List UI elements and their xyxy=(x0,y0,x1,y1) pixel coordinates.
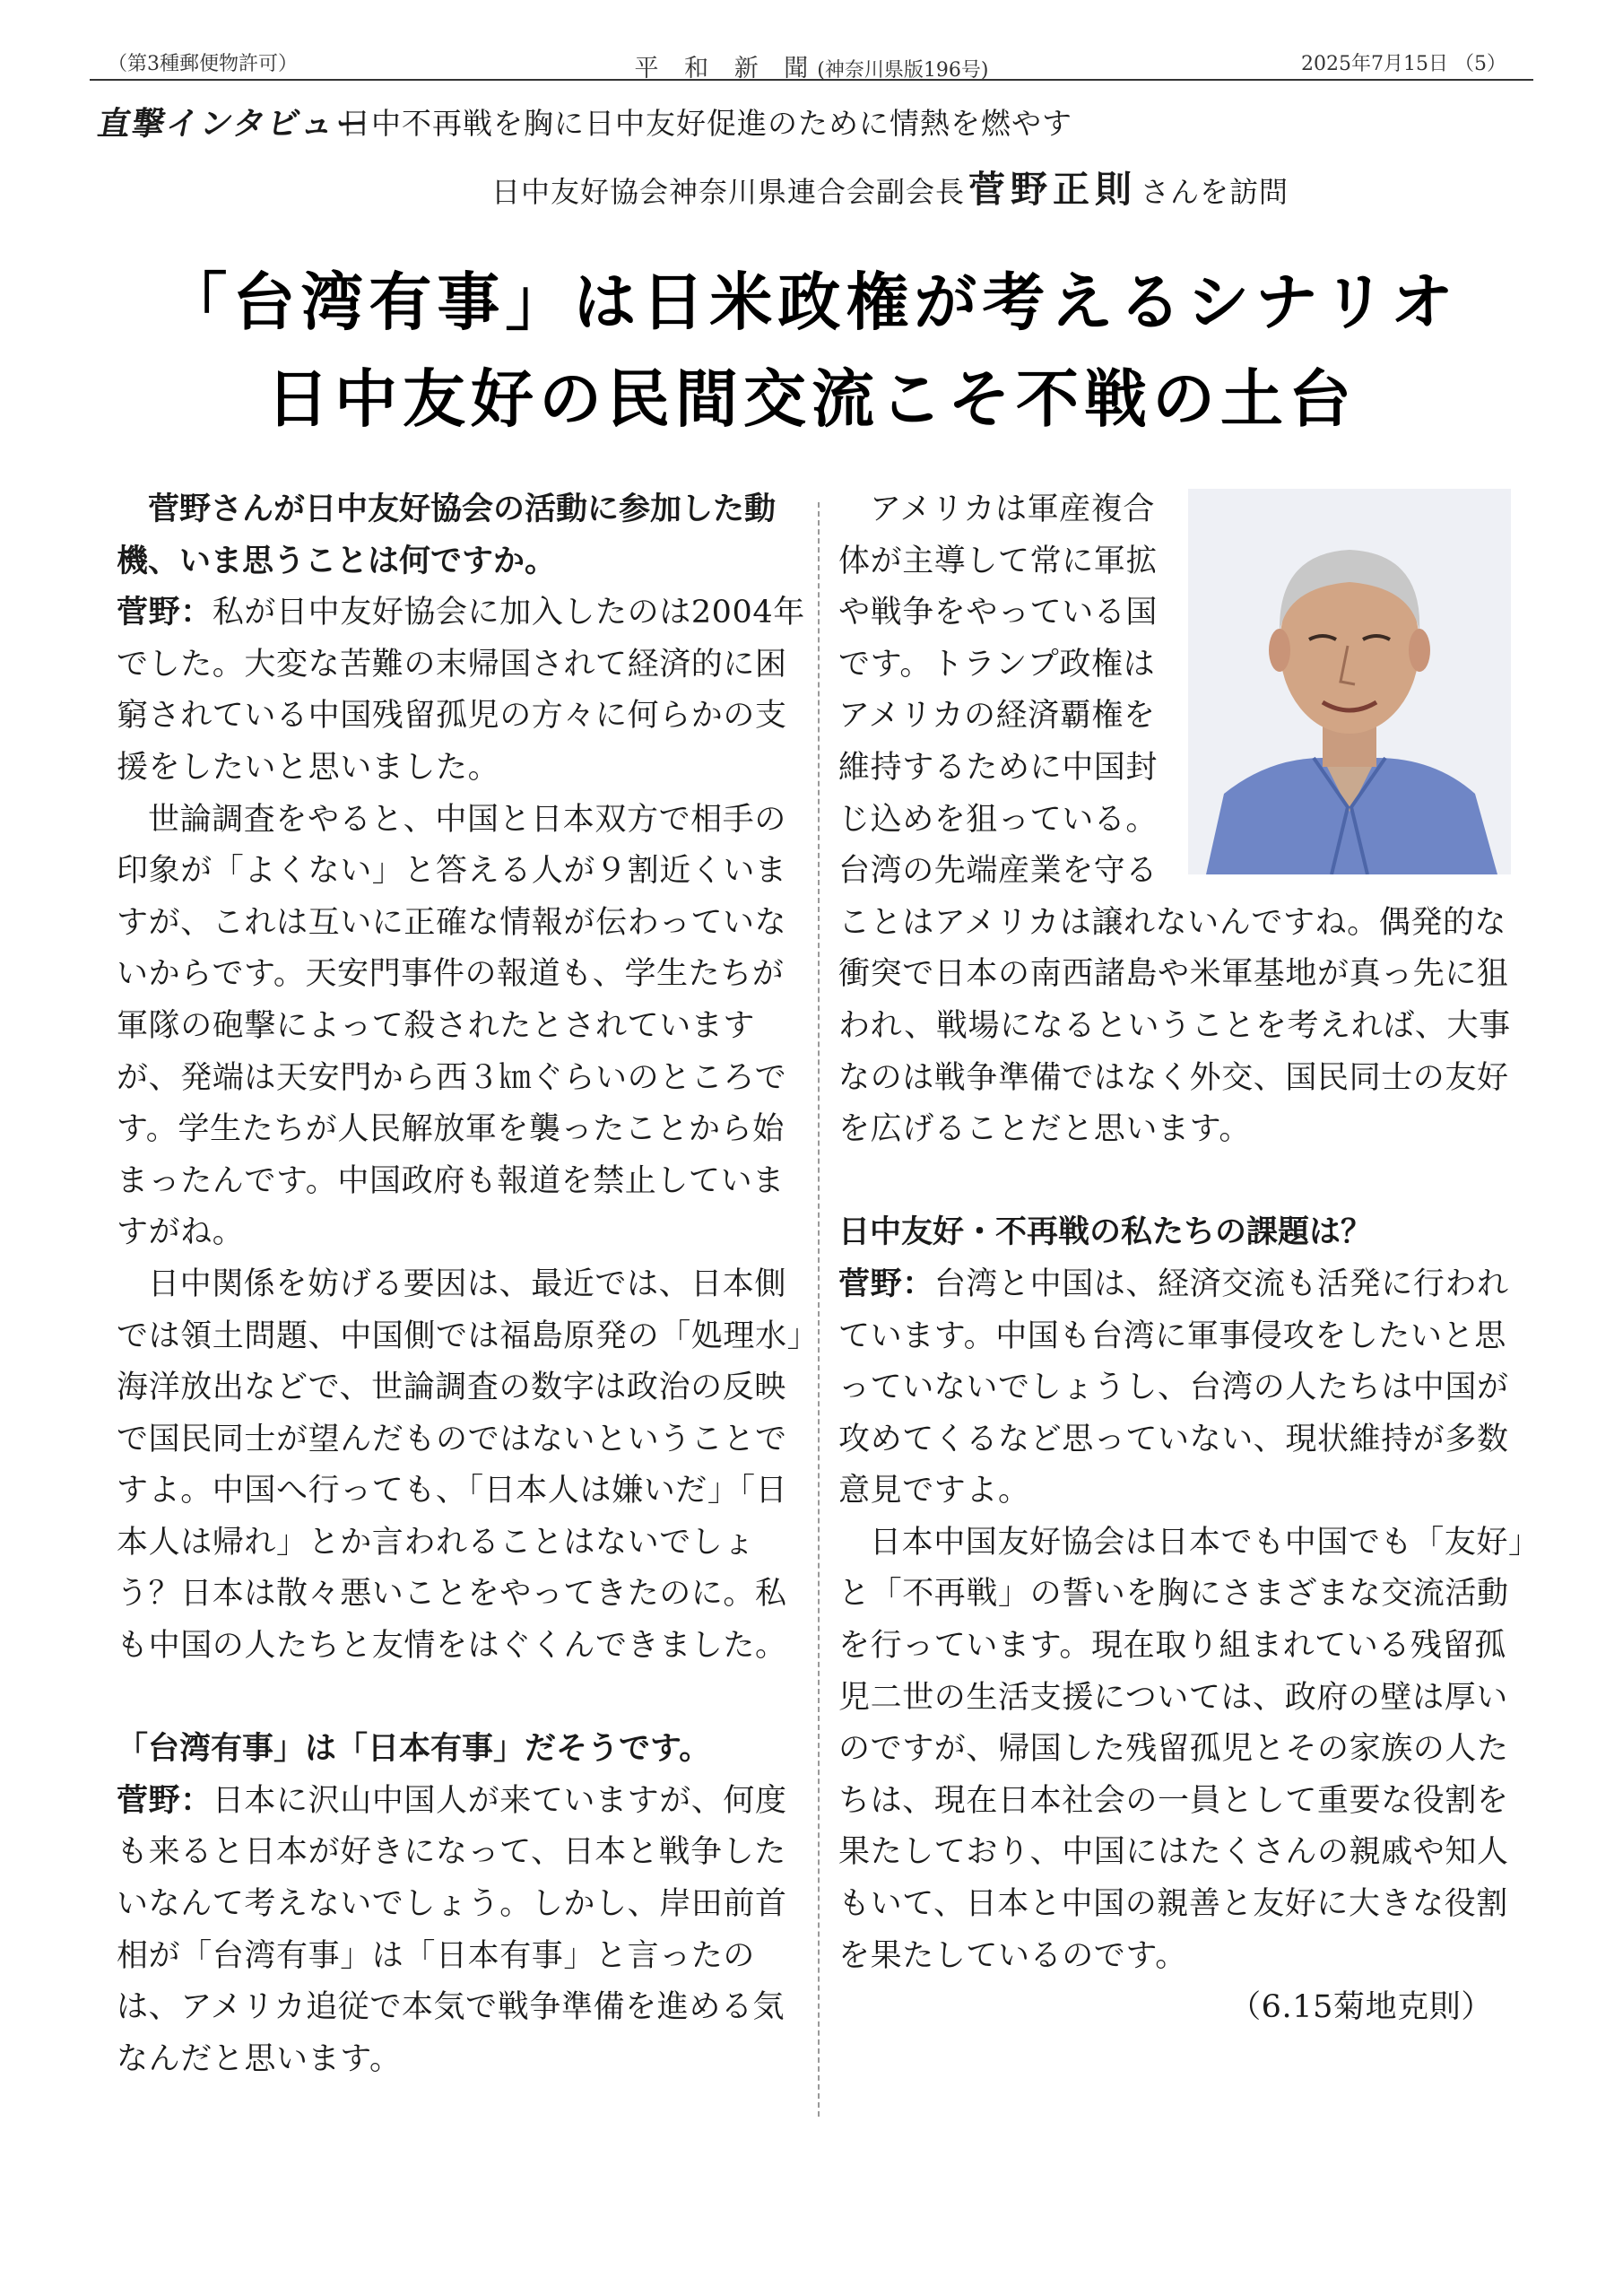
visit-suffix: さんを訪問 xyxy=(1141,175,1289,209)
question-2: 「台湾有事」は「日本有事」だそうです。 xyxy=(117,1731,711,1768)
edition: (神奈川県版196号) xyxy=(817,59,989,82)
answer-1-p2: 世論調査をやると、中国と日本双方で相手の印象が「よくない」と答える人が９割近くいますが、これは互いに正確な情報が伝わっていないからです。天安門事件の報道も、学生たちが軍隊の砲撃によって殺されたとされていますが、発端は天安門から西３㎞ぐらいのところです。学生たちが人民解放軍を襲ったことから始まったんです。中国政府も報道を禁止していますがね。 xyxy=(117,801,787,1251)
answer-2-p1: 菅野：日本に沢山中国人が来ていますが、何度も来ると日本が好きになって、日本と戦争したいなんて考えないでしょう。しかし、岸田前首相が「台湾有事」は「日本有事」と言ったのは、アメリカ追従で本気で戦争準備を進める気なんだと思います。 xyxy=(117,1782,787,2077)
wrap-line: 台湾の先端産業を守る xyxy=(838,853,1159,890)
postal-permit: （第3種郵便物許可） xyxy=(108,53,298,75)
subtitle: 日中不再戦を胸に日中友好促進のために情熱を燃やす xyxy=(341,106,1072,141)
interviewee-name: 菅野正則 xyxy=(968,168,1138,211)
answer-2-p2: ことはアメリカは譲れないんですね。偶発的な衝突で日本の南西諸島や米軍基地が真っ先に狙われ、戦場になるということを考えれば、大事なのは戦争準備ではなく外交、国民同士の友好を広げることだと思います。 xyxy=(838,904,1511,1148)
author-credit: （6.15菊地克則） xyxy=(1229,1989,1493,2026)
answer-1-p1: 菅野：私が日中友好協会に加入したのは2004年でした。大変な苦難の末帰国されて経済的に困窮されている中国残留孤児の方々に何らかの支援をしたいと思いました。 xyxy=(117,595,805,786)
question-3: 日中友好・不再戦の私たちの課題は？ xyxy=(838,1214,1373,1251)
wrap-line: 維持するために中国封 xyxy=(838,749,1159,786)
wrap-line: じ込めを狙っている。 xyxy=(838,801,1159,838)
wrap-line: アメリカは軍産複合 xyxy=(870,491,1155,527)
headline-line-1: 「台湾有事」は日米政権が考えるシナリオ xyxy=(164,265,1459,339)
question-1: 菅野さんが日中友好協会の活動に参加した動機、いま思うことは何ですか。 xyxy=(117,491,777,579)
paper-name: 平 和 新 聞 xyxy=(634,55,818,83)
wrap-line: 体が主導して常に軍拡 xyxy=(838,543,1159,579)
answer-3-p2: 日本中国友好協会は日本でも中国でも「友好」と「不再戦」の誓いを胸にさまざまな交流活動を行っています。現在取り組まれている残留孤児二世の生活支援については、政府の壁は厚いのですが、帰国した残留孤児とその家族の人たちは、現在日本社会の一員として重要な役割を果たしており、中国にはたくさんの親戚や知人もいて、日本と中国の親善と友好に大きな役割を果たしているのです。 xyxy=(838,1524,1525,1974)
main-headline xyxy=(0,254,1623,448)
section-kicker: 直撃インタビュー xyxy=(94,106,373,143)
left-column xyxy=(117,484,807,2085)
speaker-label: 菅野： xyxy=(117,595,213,631)
speaker-label: 菅野： xyxy=(838,1265,934,1302)
headline-line-2: 日中友好の民間交流こそ不戦の土台 xyxy=(266,362,1357,436)
speaker-label: 菅野： xyxy=(117,1782,213,1819)
wrap-line: アメリカの経済覇権を xyxy=(838,698,1156,735)
column-divider xyxy=(818,502,820,2117)
interviewee-role: 日中友好協会神奈川県連合会副会長 xyxy=(491,175,966,209)
running-header xyxy=(90,48,1533,81)
answer-3-p1: 菅野：台湾と中国は、経済交流も活発に行われています。中国も台湾に軍事侵攻をしたいと思っていないでしょうし、台湾の人たちは中国が攻めてくるなど思っていない、現状維持が多数意見ですよ。 xyxy=(838,1265,1509,1509)
right-column xyxy=(838,484,1529,2034)
issue-date: 2025年7月15日 （5） xyxy=(1301,53,1506,75)
interviewee-line xyxy=(491,160,1289,213)
wrapped-lines xyxy=(838,484,1197,898)
wrap-line: や戦争をやっている国 xyxy=(838,595,1159,631)
wrap-line: です。トランプ政権は xyxy=(838,646,1156,683)
answer-1-p3: 日中関係を妨げる要因は、最近では、日本側では領土問題、中国側では福島原発の「処理水」海洋放出などで、世論調査の数字は政治の反映で国民同士が望んだものではないということですよ。中国へ行っても、「日本人は嫌いだ」「日本人は帰れ」とか言われることはないでしょう？日本は散々悪いことをやってきたのに。私も中国の人たちと友情をはぐくんできました。 xyxy=(117,1265,803,1665)
